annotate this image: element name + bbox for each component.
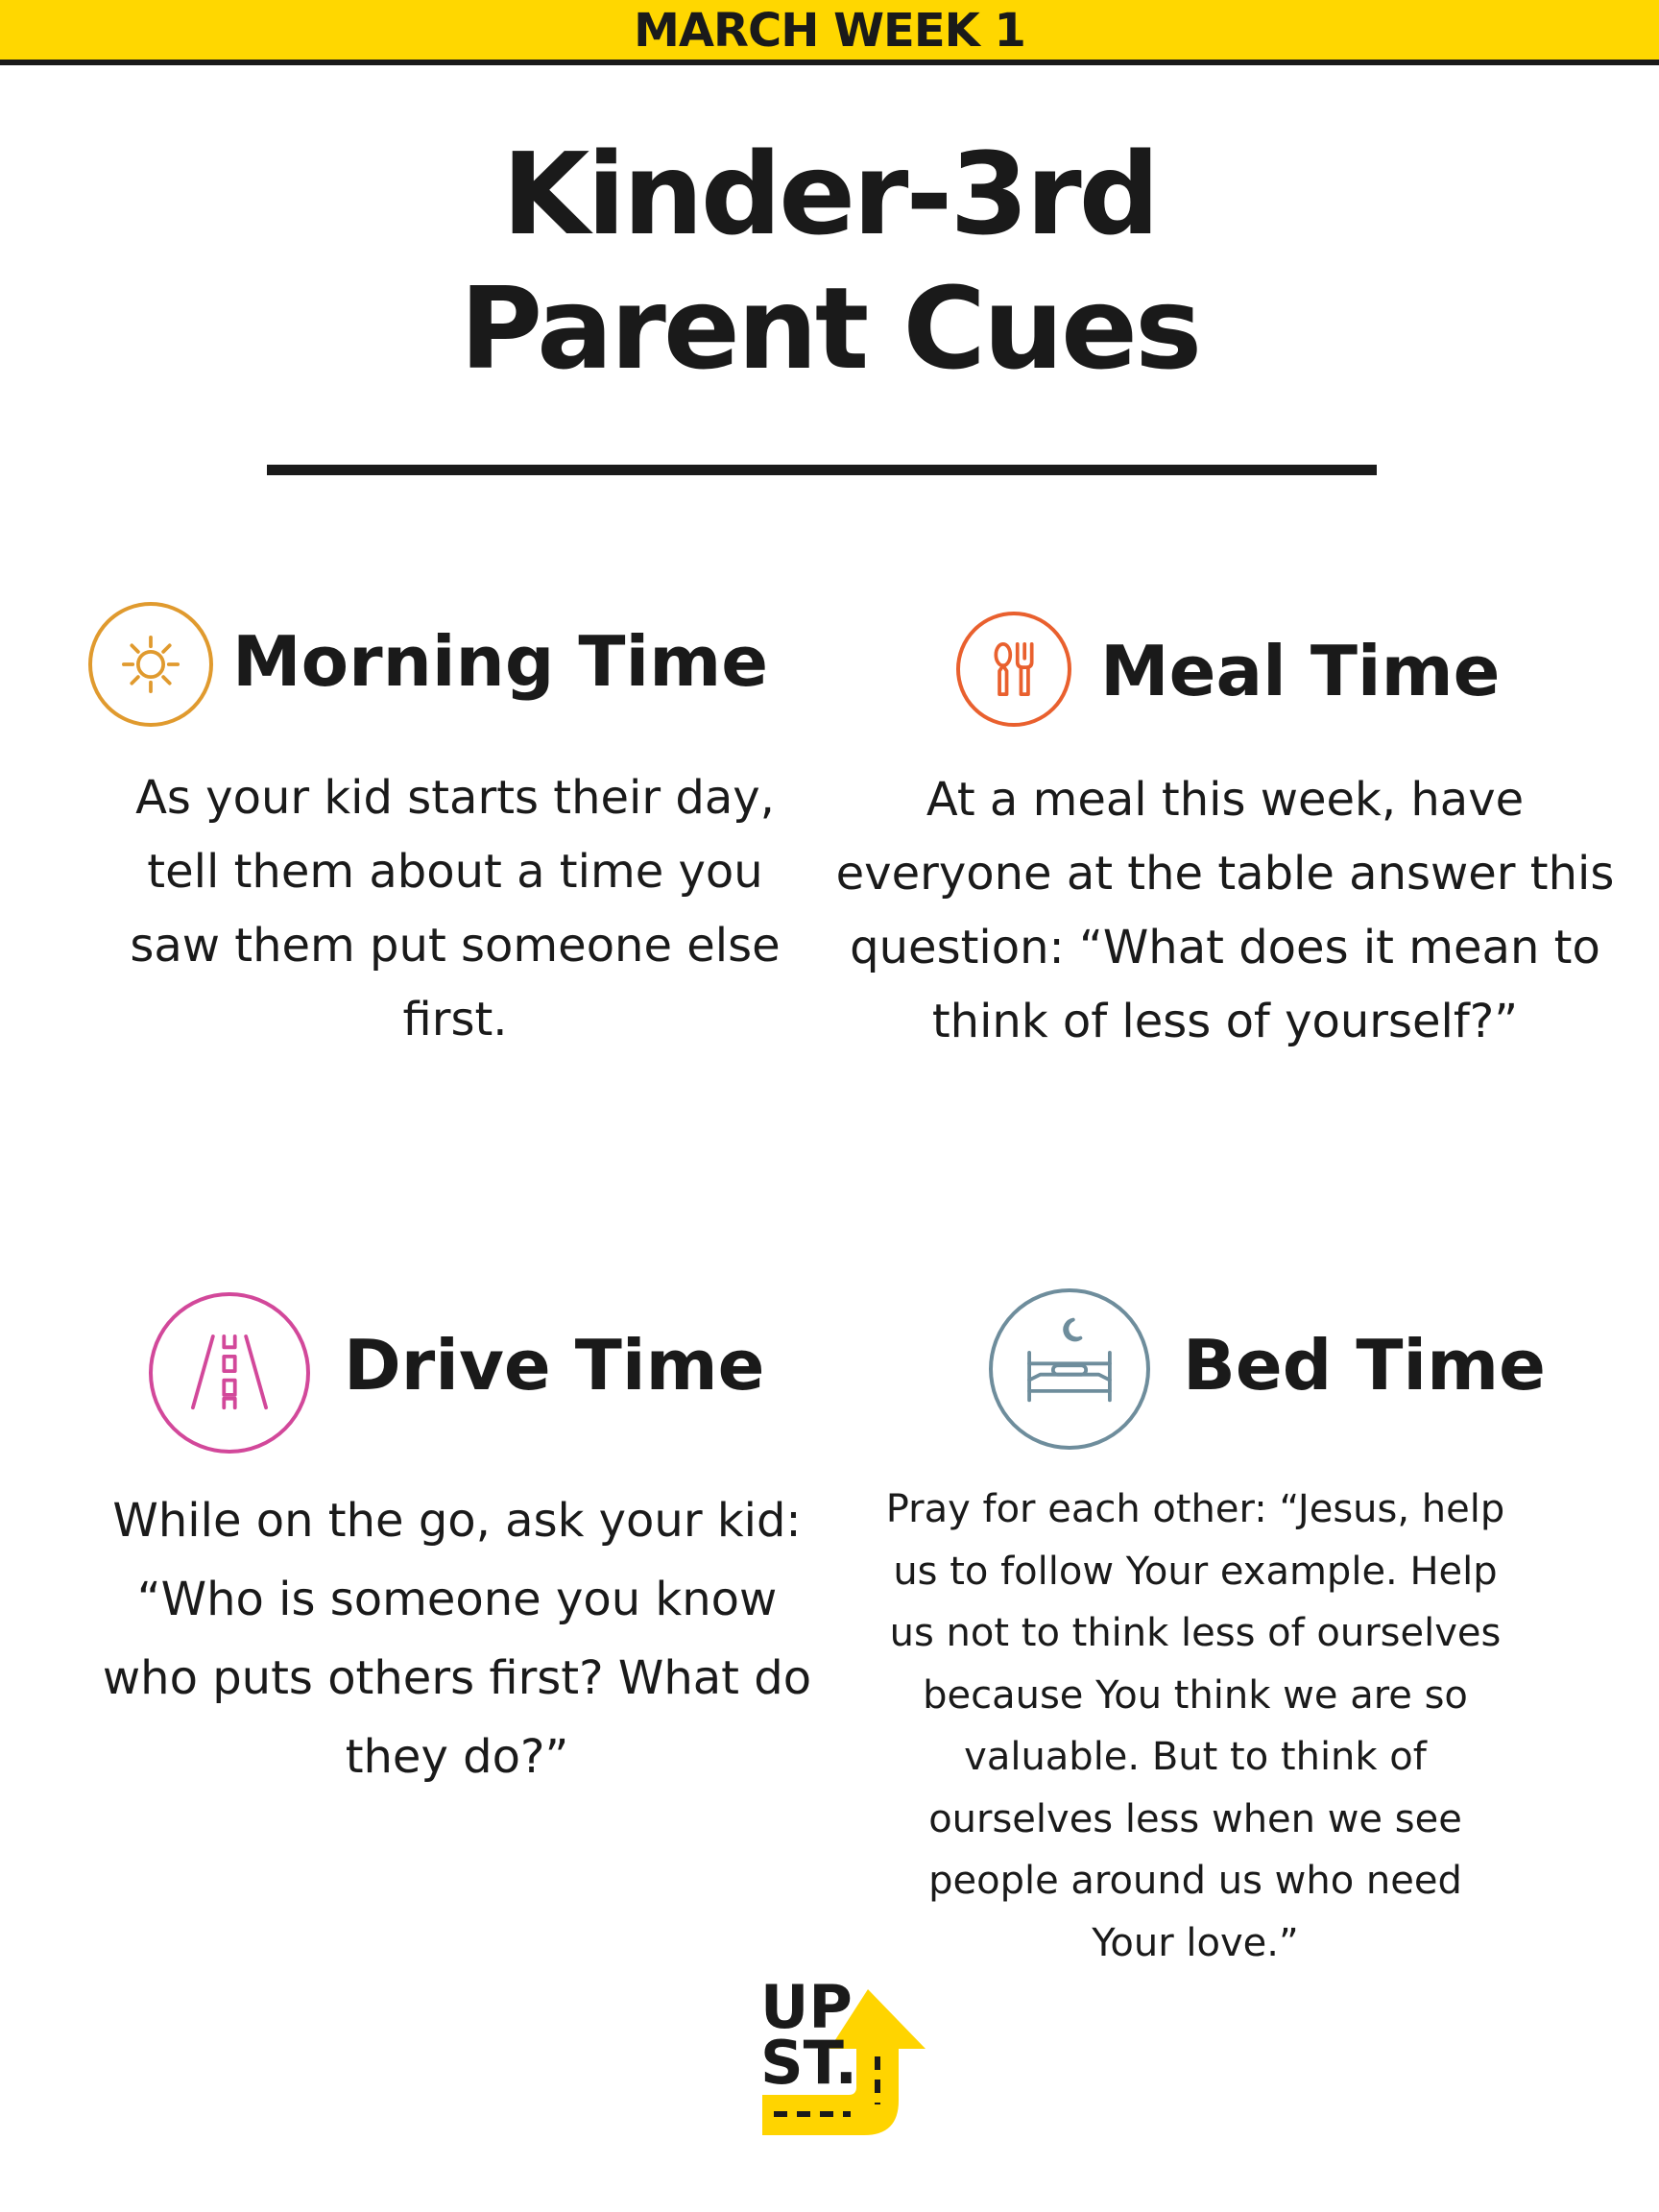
bed-time-text: Pray for each other: “Jesus, help us to follow Your example. Help us not to think less of ourselves because You think we are so valuable. But to think of ourselves less when we see people around us who need Your love.”: [885, 1487, 1505, 1965]
banner-text: MARCH WEEK 1: [634, 4, 1025, 58]
road-icon: [149, 1292, 310, 1454]
drive-time-heading: Drive Time: [344, 1325, 765, 1406]
week-banner: [0, 0, 1659, 60]
morning-time-text: As your kid starts their day, tell them about a time you saw them put someone else first.: [130, 771, 781, 1046]
meal-time-heading: Meal Time: [1100, 631, 1501, 711]
title-divider: [267, 465, 1377, 475]
bed-moon-icon: [989, 1288, 1150, 1450]
spoon-fork-icon: [956, 612, 1071, 727]
logo-line-1: UP: [760, 1972, 853, 2042]
bed-time-heading: Bed Time: [1183, 1325, 1546, 1406]
banner-divider: [0, 60, 1659, 65]
logo-line-2: ST.: [760, 2028, 858, 2098]
morning-time-heading: Morning Time: [232, 621, 769, 702]
meal-time-text: At a meal this week, have everyone at the table answer this question: “What does it mean to think of less of yourself?”: [835, 773, 1615, 1048]
sun-icon: [88, 602, 213, 727]
title-line-1: Kinder-3rd: [501, 128, 1158, 260]
title-line-2: Parent Cues: [459, 262, 1200, 395]
upstreet-logo: [755, 1970, 927, 2143]
page-title: [0, 127, 1659, 396]
drive-time-text: While on the go, ask your kid: “Who is someone you know who puts others first? What do they do?”: [102, 1494, 812, 1784]
